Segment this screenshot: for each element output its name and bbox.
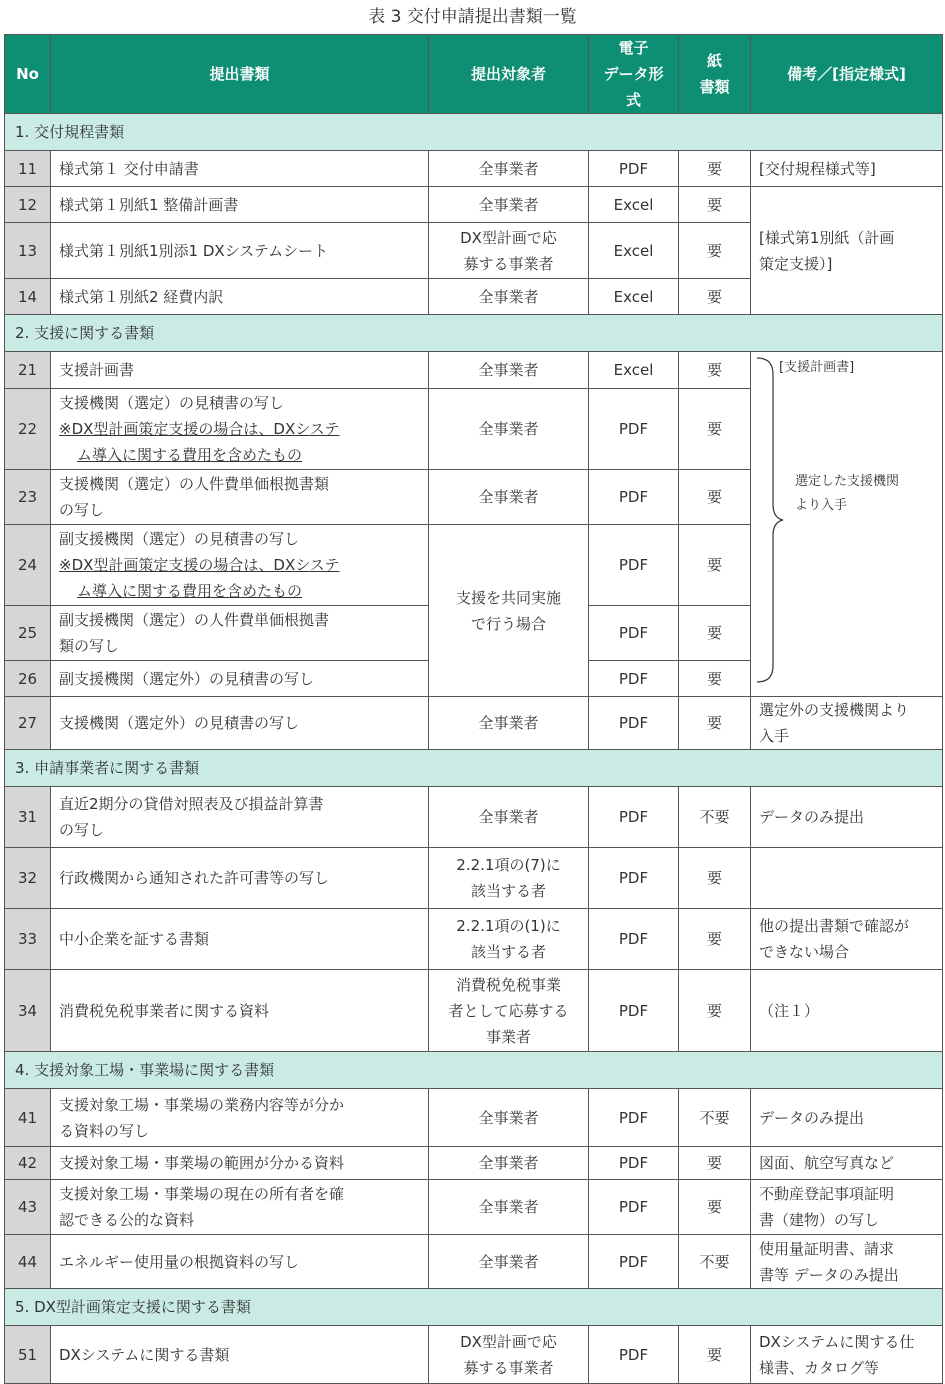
remark-line: 書等 データのみ提出 (759, 1265, 899, 1284)
row-target: 全事業者 (429, 697, 589, 750)
section-title: 4. 支援対象工場・事業場に関する書類 (5, 1052, 943, 1089)
row-format: Excel (589, 223, 679, 279)
submission-documents-table (4, 34, 943, 1384)
doc-note-line: ム導入に関する費用を含めたもの (77, 446, 303, 464)
row-remark: [交付規程様式等] (751, 151, 943, 187)
row-remark (751, 697, 943, 750)
row-target (429, 223, 589, 279)
row-no: 12 (5, 187, 51, 223)
header-electronic-line1: 電子 (618, 39, 649, 57)
doc-note-line: ※DX型計画策定支援の場合は、DXシステ (59, 420, 340, 438)
row-paper: 要 (679, 970, 751, 1052)
row-format: PDF (589, 470, 679, 525)
row-no: 43 (5, 1180, 51, 1235)
table-row (5, 1180, 943, 1235)
row-document (51, 525, 429, 606)
target-line: 該当する者 (470, 882, 546, 900)
row-no: 42 (5, 1147, 51, 1180)
target-line: DX型計画で応 (460, 1332, 557, 1351)
remark-line: できない場合 (759, 943, 850, 961)
section-row (5, 1289, 943, 1326)
row-no: 32 (5, 848, 51, 909)
row-paper: 要 (679, 223, 751, 279)
row-format: PDF (589, 1235, 679, 1289)
row-format: PDF (589, 848, 679, 909)
doc-line: 支援対象工場・事業場の現在の所有者を確 (59, 1185, 345, 1203)
row-format: PDF (589, 697, 679, 750)
row-target: 全事業者 (429, 1089, 589, 1147)
section-title: 1. 交付規程書類 (5, 114, 943, 151)
doc-note-line: ※DX型計画策定支援の場合は、DXシステ (59, 556, 340, 574)
row-target: 全事業者 (429, 1147, 589, 1180)
row-target: 全事業者 (429, 1235, 589, 1289)
header-documents: 提出書類 (51, 35, 429, 114)
remark-line: 選定外の支援機関より (759, 701, 910, 719)
row-paper: 不要 (679, 1089, 751, 1147)
row-no: 11 (5, 151, 51, 187)
row-document: 支援計画書 (51, 352, 429, 389)
row-target: 全事業者 (429, 787, 589, 848)
row-no: 51 (5, 1326, 51, 1384)
brace-remark-cell (751, 352, 943, 697)
row-document: 行政機関から通知された許可書等の写し (51, 848, 429, 909)
doc-line: る資料の写し (59, 1121, 150, 1140)
remark-line: より入手 (795, 498, 848, 513)
row-no: 23 (5, 470, 51, 525)
row-document: エネルギー使用量の根拠資料の写し (51, 1235, 429, 1289)
row-document: 中小企業を証する書類 (51, 909, 429, 970)
row-paper: 要 (679, 187, 751, 223)
doc-line: 支援対象工場・事業場の業務内容等が分か (59, 1095, 345, 1114)
row-document: 様式第１別紙1別添1 DXシステムシート (51, 223, 429, 279)
target-line: 者として応募する (448, 1001, 569, 1020)
row-no: 44 (5, 1235, 51, 1289)
row-target: 全事業者 (429, 151, 589, 187)
row-no: 27 (5, 697, 51, 750)
row-target (429, 848, 589, 909)
table-row (5, 352, 943, 389)
row-paper: 不要 (679, 787, 751, 848)
row-paper: 要 (679, 352, 751, 389)
row-target: 全事業者 (429, 352, 589, 389)
row-remark: データのみ提出 (751, 787, 943, 848)
row-format: PDF (589, 970, 679, 1052)
section-title: 2. 支援に関する書類 (5, 315, 943, 352)
curly-brace-icon (751, 352, 941, 686)
doc-line: の写し (59, 821, 105, 839)
row-format: PDF (589, 1326, 679, 1384)
row-format: Excel (589, 352, 679, 389)
table-row (5, 909, 943, 970)
header-electronic-format (589, 35, 679, 114)
row-paper: 要 (679, 1147, 751, 1180)
row-target: 全事業者 (429, 389, 589, 470)
table-caption: 表 3 交付申請提出書類一覧 (368, 7, 577, 27)
section-title: 3. 申請事業者に関する書類 (5, 750, 943, 787)
table-row (5, 1089, 943, 1147)
row-format: PDF (589, 909, 679, 970)
table-row (5, 1147, 943, 1180)
doc-line: 支援機関（選定）の見積書の写し (59, 394, 285, 412)
section-row (5, 315, 943, 352)
row-no: 31 (5, 787, 51, 848)
row-paper: 要 (679, 606, 751, 661)
remark-line: DXシステムに関する仕 (759, 1332, 915, 1351)
doc-line: 副支援機関（選定）の人件費単価根拠書 (59, 611, 330, 629)
row-paper: 要 (679, 1180, 751, 1235)
row-document: 様式第１ 交付申請書 (51, 151, 429, 187)
row-no: 14 (5, 279, 51, 315)
row-no: 24 (5, 525, 51, 606)
doc-line: 支援機関（選定）の人件費単価根拠書類 (59, 475, 330, 493)
row-document: 消費税免税事業者に関する資料 (51, 970, 429, 1052)
brace-group-remark (795, 470, 899, 518)
row-document: 副支援機関（選定外）の見積書の写し (51, 661, 429, 697)
row-format: PDF (589, 606, 679, 661)
row-remark: 図面、航空写真など (751, 1147, 943, 1180)
row-document (51, 389, 429, 470)
row-document: 支援機関（選定外）の見積書の写し (51, 697, 429, 750)
row-no: 34 (5, 970, 51, 1052)
row-format: Excel (589, 279, 679, 315)
header-row (5, 35, 943, 114)
row-format: PDF (589, 389, 679, 470)
row-document (51, 606, 429, 661)
row-target (429, 525, 589, 697)
remark-line: 使用量証明書、請求 (759, 1239, 895, 1258)
row-paper: 要 (679, 525, 751, 606)
row-target: 全事業者 (429, 1180, 589, 1235)
row-format: Excel (589, 187, 679, 223)
section-row (5, 1052, 943, 1089)
row-remark: データのみ提出 (751, 1089, 943, 1147)
doc-line: の写し (59, 501, 105, 519)
target-line: 募する事業者 (463, 1358, 554, 1377)
row-remark (751, 1180, 943, 1235)
row-document (51, 470, 429, 525)
row-document: 支援対象工場・事業場の範囲が分かる資料 (51, 1147, 429, 1180)
doc-line: 副支援機関（選定）の見積書の写し (59, 530, 300, 548)
target-line: 消費税免税事業 (455, 975, 561, 994)
row-paper: 要 (679, 279, 751, 315)
row-paper: 不要 (679, 1235, 751, 1289)
row-format: PDF (589, 1147, 679, 1180)
row-paper: 要 (679, 848, 751, 909)
header-electronic-line2: データ形式 (603, 65, 664, 109)
remark-line: 入手 (759, 727, 790, 745)
header-no: No (5, 35, 51, 114)
remark-line: [様式第1別紙（計画 (759, 228, 895, 247)
remark-line: 他の提出書類で確認が (759, 917, 910, 935)
target-line: 事業者 (485, 1027, 531, 1046)
header-paper-line2: 書類 (699, 78, 730, 96)
target-line: 2.2.1項の(7)に (456, 856, 561, 874)
row-paper: 要 (679, 661, 751, 697)
row-remark (751, 1235, 943, 1289)
row-document: 様式第１別紙1 整備計画書 (51, 187, 429, 223)
doc-line: 認できる公的な資料 (59, 1211, 195, 1229)
header-target: 提出対象者 (429, 35, 589, 114)
row-format: PDF (589, 151, 679, 187)
row-document (51, 787, 429, 848)
remark-line: 不動産登記事項証明 (759, 1185, 895, 1203)
table-row (5, 1235, 943, 1289)
table-row (5, 970, 943, 1052)
row-paper: 要 (679, 151, 751, 187)
row-target: 全事業者 (429, 279, 589, 315)
section-row (5, 750, 943, 787)
table-row (5, 151, 943, 187)
row-no: 25 (5, 606, 51, 661)
remark-line: 様書、カタログ等 (759, 1358, 880, 1377)
header-paper-line1: 紙 (706, 52, 722, 70)
row-paper: 要 (679, 470, 751, 525)
row-document: DXシステムに関する書類 (51, 1326, 429, 1384)
row-format: PDF (589, 525, 679, 606)
row-document: 様式第１別紙2 経費内訳 (51, 279, 429, 315)
table-row (5, 697, 943, 750)
row-document (51, 1180, 429, 1235)
row-target (429, 970, 589, 1052)
row-target: 全事業者 (429, 470, 589, 525)
row-remark (751, 909, 943, 970)
row-paper: 要 (679, 697, 751, 750)
row-target: 全事業者 (429, 187, 589, 223)
section-title: 5. DX型計画策定支援に関する書類 (5, 1289, 943, 1326)
row-no: 22 (5, 389, 51, 470)
doc-line: 類の写し (59, 637, 120, 655)
section-row (5, 114, 943, 151)
doc-line: 直近2期分の貸借対照表及び損益計算書 (59, 795, 324, 813)
row-document (51, 1089, 429, 1147)
row-remark: （注１） (751, 970, 943, 1052)
target-line: 2.2.1項の(1)に (456, 917, 561, 935)
header-remarks: 備考／[指定様式] (751, 35, 943, 114)
doc-note-line: ム導入に関する費用を含めたもの (77, 582, 303, 600)
row-no: 41 (5, 1089, 51, 1147)
row-no: 21 (5, 352, 51, 389)
row-no: 26 (5, 661, 51, 697)
row-paper: 要 (679, 909, 751, 970)
target-line: 支援を共同実施 (455, 588, 561, 607)
row-format: PDF (589, 787, 679, 848)
remark-line: 策定支援）] (759, 254, 833, 273)
header-paper (679, 35, 751, 114)
brace-top-remark: [支援計画書] (779, 360, 855, 375)
row-paper: 要 (679, 1326, 751, 1384)
target-line: 該当する者 (470, 943, 546, 961)
row-no: 33 (5, 909, 51, 970)
row-format: PDF (589, 1180, 679, 1235)
row-no: 13 (5, 223, 51, 279)
row-remark (751, 848, 943, 909)
row-remark (751, 187, 943, 315)
target-line: で行う場合 (470, 614, 546, 633)
remark-line: 選定した支援機関 (795, 474, 900, 489)
table-row (5, 787, 943, 848)
row-target (429, 909, 589, 970)
table-row (5, 187, 943, 223)
target-line: 募する事業者 (463, 254, 554, 273)
row-format: PDF (589, 661, 679, 697)
row-format: PDF (589, 1089, 679, 1147)
row-paper: 要 (679, 389, 751, 470)
table-row (5, 848, 943, 909)
target-line: DX型計画で応 (460, 228, 557, 247)
remark-line: 書（建物）の写し (759, 1211, 880, 1229)
